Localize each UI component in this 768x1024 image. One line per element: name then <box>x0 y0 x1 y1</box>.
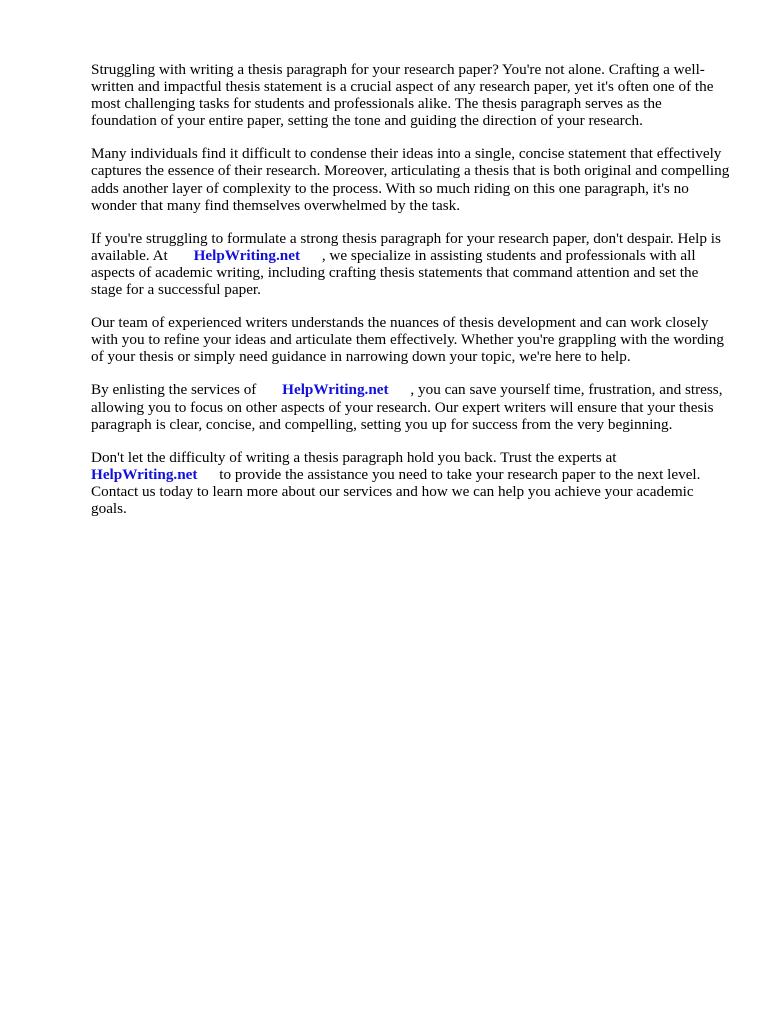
document-page <box>91 61 731 533</box>
paragraph-text: Many individuals find it difficult to condense their ideas into a single, concise statement that effectively captures the essence of their research. Moreover, articulating a thesis that is both original and compelling adds another layer of complexity to the process. With so much riding on this one paragraph, it's no wonder that many find themselves overwhelmed by the task. <box>91 145 730 214</box>
paragraph-text: Our team of experienced writers understands the nuances of thesis development and can work closely with you to refine your ideas and articulate them effectively. Whether you're grappling with the wording of your thesis or simply need guidance in narrowing down your topic, we're here to help. <box>91 314 724 366</box>
paragraph-text-before-link: Don't let the difficulty of writing a thesis paragraph hold you back. Trust the experts at <box>91 448 617 466</box>
paragraph-enlisting <box>91 381 731 432</box>
paragraph-team <box>91 314 731 365</box>
paragraph-text: Struggling with writing a thesis paragraph for your research paper? You're not alone. Crafting a well-written and impactful thesis statement is a crucial aspect of any research paper, yet it's often one of the most challenging tasks for students and professionals alike. The thesis paragraph serves as the foundation of your entire paper, setting the tone and guiding the direction of your research. <box>91 61 714 130</box>
paragraph-intro <box>91 61 731 129</box>
paragraph-text-before-link: By enlisting the services of <box>91 381 257 399</box>
helpwriting-link[interactable]: HelpWriting.net <box>282 381 389 399</box>
paragraph-call-to-action <box>91 449 731 517</box>
paragraph-text-after-link: , we specialize in assisting students and professionals with all aspects of academic writing, including crafting thesis statements that command attention and set the stage for a successful paper. <box>91 246 699 299</box>
paragraph-text-before-link: If you're struggling to formulate a strong thesis paragraph for your research paper, don't despair. Help is available. At <box>91 229 721 264</box>
paragraph-text-after-link: to provide the assistance you need to take your research paper to the next level. Contact us today to learn more about our services and how we can help you achieve your academic goals. <box>91 465 701 517</box>
helpwriting-link[interactable]: HelpWriting.net <box>91 465 198 483</box>
paragraph-text-after-link: , you can save yourself time, frustration, and stress, allowing you to focus on other aspects of your research. Our expert writers will ensure that your thesis paragraph is clear, concise, and compelling, setting you up for success from the very beginning. <box>91 381 723 433</box>
helpwriting-link[interactable]: HelpWriting.net <box>193 246 301 264</box>
paragraph-difficulty <box>91 145 731 213</box>
paragraph-help-available <box>91 230 731 298</box>
